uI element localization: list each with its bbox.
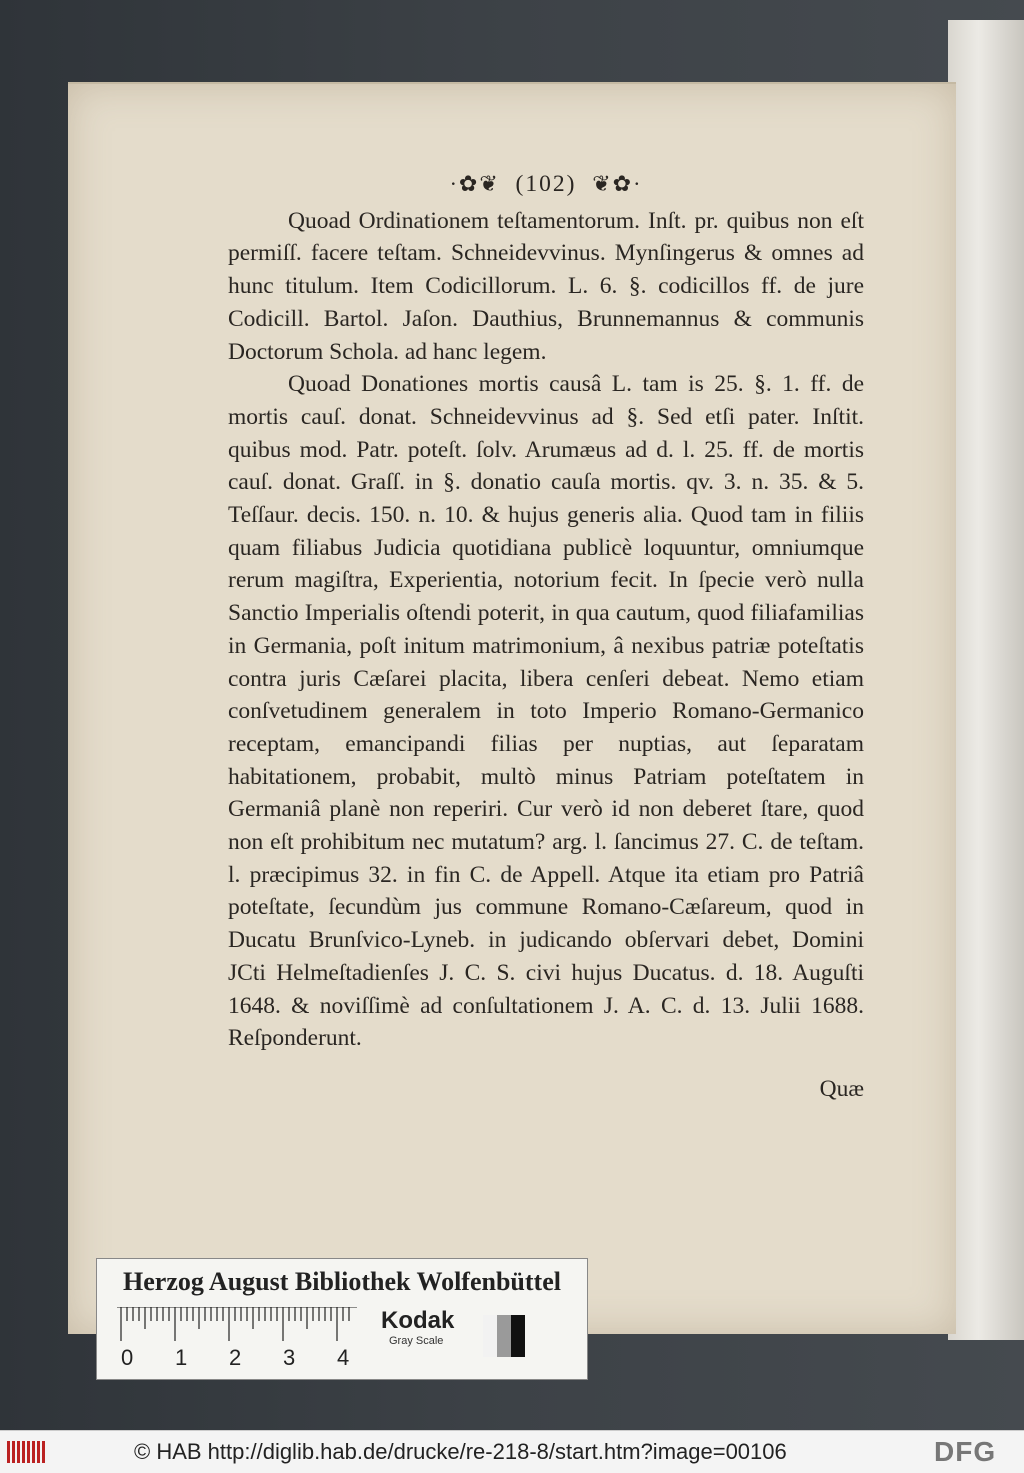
color-target-card: [96, 1258, 588, 1380]
page-text-block: [228, 168, 864, 1106]
ruler-number: 4: [337, 1345, 350, 1370]
gray-swatch-black: [511, 1315, 525, 1357]
library-name: Herzog August Bibliothek Wolfenbüttel: [123, 1267, 561, 1296]
next-page-edge: [948, 20, 1024, 1340]
catchword: Quæ: [819, 1075, 864, 1102]
ruler-number: 0: [121, 1345, 134, 1370]
gray-scale-label: Gray Scale: [389, 1335, 444, 1347]
kodak-brand: Kodak: [381, 1307, 455, 1334]
ruler-numbers: [111, 1345, 371, 1373]
hab-logo-icon: [6, 1437, 46, 1467]
ornament-left-icon: ·✿❦: [449, 171, 500, 196]
footer-bar: [0, 1430, 1024, 1473]
ornament-right-icon: ❦✿·: [592, 171, 643, 196]
ruler-number: 2: [229, 1345, 242, 1370]
ruler-number: 1: [175, 1345, 188, 1370]
paragraph-ordinationem: Quoad Ordinationem teſtamentorum. Inſt. pr. quibus non eſt permiſſ. facere teſtam. Schneidevvinus. Mynſingerus & omnes ad hunc titulum. Item Codicillorum. L. 6. §. codicillos ff. de jure Codicill. Bartol. Jaſon. Dauthius, Brunnemannus & communis Doctorum Schola. ad hanc legem.: [228, 207, 864, 365]
gray-swatch-white: [483, 1315, 497, 1357]
credit-link[interactable]: © HAB http://diglib.hab.de/drucke/re-218-8/start.htm?image=00106: [134, 1439, 787, 1464]
ruler-number: 3: [283, 1345, 296, 1370]
page-header: [228, 168, 864, 201]
paragraph-donationes: Quoad Donationes mortis causâ L. tam is 25. §. 1. ff. de mortis cauſ. donat. Schneidevvinus ad §. Sed etſi pater. Inſtit. quibus mod. Patr. poteſt. ſolv. Arumæus ad d. l. 25. ff. de mortis cauſ. donat. Graſſ. in §. donatio cauſa mortis. qv. 3. n. 35. & 5. Teſſaur. decis. 150. n. 10. & hujus generis alia. Quod tam in filiis quam filiabus Judicia quotidiana publicè loquuntur, omniumque rerum magiſtra, Experientia, notorium fecit. In ſpecie verò nulla Sanctio Imperialis oſtendi poterit, in qua cautum, quod filiafamilias in Germania, poſt initum matrimonium, â nexibus patriæ poteſtatis contra juris Cæſarei placita, libera cenſeri debeat. Nemo etiam conſvetudinem generalem in toto Imperio Romano-Germanico receptam, emancipandi filias per nuptias, aut ſeparatam habitationem, probabit, multò minus Patriam poteſtatem in Germaniâ planè non reperiri. Cur verò id non deberet ſtare, quod non eſt prohibitum nec mutatum? arg. l. ſancimus 27. C. de teſtam. l. præcipimus 32. in fin C. de Appell. Atque ita etiam pro Patriâ poteſtate, ſecundùm jus commune Romano-Cæſareum, quod in Ducatu Brunſvico-Lyneb. in judicando obſervari debet, Domini JCti Helmeſtadienſes J. C. S. civi hujus Ducatus. d. 18. Auguſti 1648. & noviſſimè ad conſultationem J. A. C. d. 13. Julii 1688. Reſponderunt.: [228, 371, 864, 1052]
page-number: (102): [515, 171, 577, 197]
ruler-scale: [117, 1307, 357, 1343]
gray-swatch-mid: [497, 1315, 511, 1357]
dfg-logo: DFG: [934, 1436, 997, 1467]
